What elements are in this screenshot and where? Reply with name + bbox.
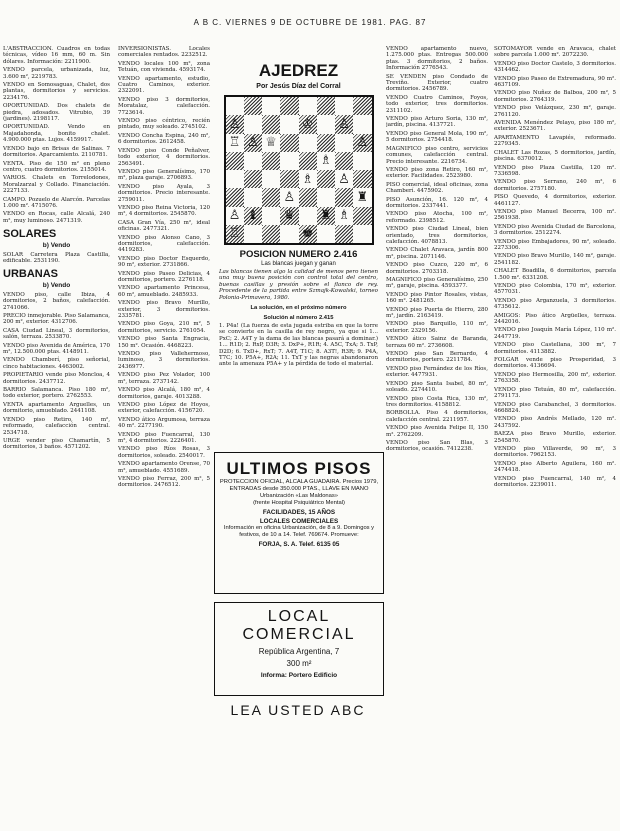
classified-ad: PROPIETARIO vende piso Moncloa, 4 dormitorios. 2437712. <box>3 372 110 385</box>
chess-square <box>317 134 335 152</box>
classified-ad: PISO Quevedo, 4 dormitorios, exterior. 4461127. <box>494 194 616 207</box>
classified-ad: URGE vender piso Chamartín, 5 dormitorios, 3 baños. 4571202. <box>3 437 110 451</box>
chess-square <box>280 134 298 152</box>
chess-square <box>280 225 298 243</box>
chess-square: ♙ <box>335 115 353 133</box>
classified-ad: BARRIO Salamanca. Piso 180 m², todo exterior, portero. 2762553. <box>3 387 110 400</box>
chess-position-caption: Las blancas juegan y ganan <box>261 261 336 267</box>
chess-square <box>335 225 353 243</box>
classified-ad: VENDO ático Sainz de Baranda, terraza 60 m². 2736608. <box>386 336 488 349</box>
chess-square <box>317 97 335 115</box>
chess-intro-text: Las blancas tienen algo la calidad de menos pero tienen una muy buena posición con control total del centro, buenas casillas y presión sobre el flanco de rey. Procedente de la partida entre Szmajk-Kowalski, torneo Polonia-Primavera, 1980. <box>219 269 378 301</box>
classified-ad: AMIGOS: Piso ático Argüelles, terraza. 2442016. <box>494 312 616 326</box>
classified-ad: VENDO piso Puerta de Hierro, 280 m², jardín. 2163419. <box>386 306 488 320</box>
chess-square <box>353 97 371 115</box>
classified-ad: VENDO piso, calle Ibiza, 4 dormitorios, 2 baños, calefacción. 2741066. <box>3 291 110 311</box>
classified-ad: VENDO parcela, urbanizada, luz, 3.600 m², 2219783. <box>3 67 110 80</box>
classified-ad: BAEZA piso Bravo Murillo, exterior. 2545870. <box>494 431 616 444</box>
classified-ad: VENDO piso Fuencarral, 130 m², 4 dormitorios. 2226401. <box>118 431 210 444</box>
chess-title: AJEDREZ <box>258 61 339 80</box>
classified-ad: VENDO bajo en Brisas de Salinas. 7 dormitorios. Aparcamiento. 2110781. <box>3 145 110 159</box>
subsection-vendo: b) Vendo <box>42 242 71 250</box>
chess-square: ♖ <box>226 134 244 152</box>
chess-square <box>353 170 371 188</box>
classified-ad: VENDO piso Joaquín María López, 110 m². 2447719. <box>494 327 616 340</box>
classified-ad: AVENIDA Menéndez Pelayo, piso 180 m², exterior. 2523671. <box>494 120 616 133</box>
chess-square: ♗ <box>299 170 317 188</box>
classified-ad: CHALET Las Rozas, 5 dormitorios, jardín, piscina. 6370012. <box>494 149 616 163</box>
classified-ad: VARIOS. Chalets en Torrelodones, Moralzarzal y Collado. Financiación. 2227133. <box>3 175 110 195</box>
chess-square <box>262 188 280 206</box>
classified-ad: VENDO piso Ferraz, 200 m², 5 dormitorios. 2476512. <box>118 475 210 489</box>
chess-square <box>317 170 335 188</box>
classified-ad: VENDO piso Cuzco, 220 m², 6 dormitorios. 2703318. <box>386 262 488 275</box>
classified-ad: VENDO piso Avenida Ciudad de Barcelona, 3 dormitorios. 2512274. <box>494 223 616 237</box>
ad-info: Información en oficina Urbanización, de 8 a 9. Domingos y festivos, de 10 a 14. Telef. 769674. Promueve: <box>223 525 375 538</box>
chess-position-number: POSICION NUMERO 2.416 <box>239 249 358 260</box>
classified-ad: VENTA. Piso de 150 m² en pleno centro, cuatro dormitorios. 2155014. <box>3 160 110 173</box>
classified-ad: VENDO piso Atocha, 100 m², reformado. 2398512. <box>386 211 488 224</box>
classified-ad: VENDO piso Doctor Esquerdo, 90 m², exterior. 2731866. <box>118 255 210 269</box>
classified-ad: VENDO piso López de Hoyos, exterior, calefacción. 4156720. <box>118 401 210 415</box>
classified-ad: VENDO piso Carabanchel, 3 dormitorios. 4668824. <box>494 401 616 414</box>
page-header: A B C. VIERNES 9 DE OCTUBRE DE 1981. PAG. 87 <box>193 18 427 27</box>
classifieds-column-2 <box>118 46 210 826</box>
classified-ad: VENDO ático Argumosa, terraza 40 m². 2277190. <box>118 416 210 430</box>
classified-ad: VENDO piso Bravo Murillo, 140 m², garaje. 2541182. <box>494 253 616 266</box>
classified-ad: INVERSIONISTAS. Locales comerciales rentados. 2232512. <box>118 46 210 59</box>
classified-ad: VENDO piso Ríos Rosas, 3 dormitorios, soleado. 2540017. <box>118 446 210 459</box>
chess-author: Por Jesús Díaz del Corral <box>256 83 341 90</box>
classified-ad: VENDO piso Serrano, 240 m², 6 dormitorios. 2757180. <box>494 179 616 192</box>
chess-square <box>280 152 298 170</box>
classified-ad: VENDO piso zona Retiro, 160 m², exterior. Facilidades. 2523980. <box>386 166 488 180</box>
classified-ad: VENDO piso Nuñez de Balboa, 200 m², 5 dormitorios. 2764319. <box>494 90 616 103</box>
classified-ad: VENDO en Somosaguas, Chalet, dos plantas, dormitorios y servicios. 2234176. <box>3 82 110 101</box>
chess-square <box>244 97 262 115</box>
classified-ad: VENDO piso Conde Peñalver, todo exterior, 4 dormitorios. 2563491. <box>118 147 210 167</box>
ultimos-pisos-ad <box>214 452 384 594</box>
classified-ad: VENDO piso San Bernardo, 4 dormitorios, portero. 2211784. <box>386 351 488 364</box>
classified-ad: VENDO piso Embajadores, 90 m², soleado. 2273306. <box>494 238 616 251</box>
chess-square <box>317 225 335 243</box>
classified-ad: VENDO piso Generalísimo, 170 m², plaza garaje. 2706893. <box>118 168 210 182</box>
classified-ad: VENDO piso Retiro, 140 m², reformado, calefacción central. 2534718. <box>3 416 110 436</box>
classified-ad: VENDO Cuatro Caminos, Foyos, todo exterior, tres dormitorios. 2311102. <box>386 94 488 114</box>
classified-ad: OPORTUNIDAD. Vendo en Majadahonda, bonito chalet. 4.900.000 ptas. Lujos. 4159917. <box>3 124 110 144</box>
classified-ad: VENDO piso Fuencarral, 140 m², 4 dormitorios. 2239011. <box>494 475 616 488</box>
section-heading-urbanas: URBANAS <box>3 268 58 281</box>
classified-ad: VENDO piso Doctor Castelo, 3 dormitorios. 4314462. <box>494 60 616 74</box>
chess-square <box>299 97 317 115</box>
chess-square <box>262 115 280 133</box>
classified-ad: VENTA apartamento Arguelles, un dormitorio, amueblado. 2441108. <box>3 401 110 415</box>
chess-square <box>226 152 244 170</box>
classified-ad: VENDO piso Bravo Murillo, exterior, 3 dormitorios. 2335781. <box>118 300 210 320</box>
classified-ad: VENDO piso Andrés Mellado, 120 m². 2437592. <box>494 416 616 429</box>
ad-promoter: FORJA, S. A. Telef. 6135 05 <box>258 541 340 548</box>
classified-ad: CHALET Boadilla, 6 dormitorios, parcela 1.500 m². 6331208. <box>494 268 616 281</box>
classified-ad: VENDO apartamento Orense, 70 m², amueblado. 4551689. <box>118 461 210 474</box>
classified-ad: VENDO piso Plaza Castilla, 120 m². 7336598. <box>494 164 616 177</box>
chess-square <box>353 152 371 170</box>
chess-square: ♚ <box>299 225 317 243</box>
chess-square: ♙ <box>353 134 371 152</box>
classified-ad: VENDO piso céntrico, recién pintado, muy soleado. 2745102. <box>118 118 210 131</box>
chess-square: ♙ <box>280 188 298 206</box>
classified-ad: OPORTUNIDAD. Dos chalets de piedra, adosados. Vitrubio, 39 (jardines). 2198117. <box>3 103 110 123</box>
classified-ad: VENDO piso Goya, 210 m², 5 dormitorios, servicio. 2761054. <box>118 321 210 334</box>
classified-ad: VENDO piso Avenida Felipe II, 150 m². 2762209. <box>386 425 488 438</box>
classifieds-column-4 <box>386 46 488 826</box>
chess-square <box>280 97 298 115</box>
classified-ad: SOTOMAYOR vende en Aravaca, chalet sobre parcela 1.000 m². 2072230. <box>494 46 616 59</box>
chess-square <box>262 225 280 243</box>
classified-ad: PISO comercial, ideal oficinas, zona Chamberí. 4475902. <box>386 181 488 195</box>
chess-square <box>280 115 298 133</box>
classified-ad: VENDO piso Pez Volador, 100 m², terraza. 2737142. <box>118 372 210 385</box>
classified-ad: VENDO piso Alcalá, 180 m², 4 dormitorios, garaje. 4013288. <box>118 387 210 400</box>
classified-ad: VENDO piso Manuel Becerra, 100 m². 2561938. <box>494 208 616 222</box>
classified-ad: VENDO piso Tetuán, 80 m², calefacción. 2791173. <box>494 386 616 400</box>
chess-solution-text: 1. P4a! (La fuerza de esta jugada estriba en que la torre se convierte en la casilla de rey negro, ya que si 1... PxC; 2. A4T y la dama de las blancas pasará a dominar.) 1... R1D; 2. RxP, D3R; 3. DxP+, R1R; 4. A5C, TxA; 5. TxP, D2D; 6. TxD+, RxT; 7. A4T, T1C; 8. A3T!, R3R; 9. P4A, T7C; 10. P5A+, R2A; 11. TxT y las negras abandonaron ante la amenaza P5A+ y la pérdida de todo el material. <box>219 323 378 368</box>
classified-ad: VENDO piso Avenida de América, 170 m², 12.500.000 ptas. 4148911. <box>3 342 110 356</box>
classified-ad: PRECIO inmejorable. Piso Salamanca, 200 m², exterior. 4312706. <box>3 313 110 326</box>
chess-square <box>244 115 262 133</box>
chess-square: ♜ <box>317 207 335 225</box>
chess-square: ♔ <box>299 115 317 133</box>
chess-square <box>299 134 317 152</box>
classified-ad: VENDO apartamento Princesa, 60 m², amueblado. 2485933. <box>118 285 210 298</box>
chess-square: ♙ <box>244 134 262 152</box>
chess-board <box>224 95 374 245</box>
classified-ad: VENDO piso Arganzuela, 3 dormitorios. 4735612. <box>494 297 616 311</box>
ad-line: (frente Hospital Psiquiátrico Mental) <box>253 500 345 506</box>
classified-ad: MAGNIFICO piso centro, servicios comunes, calefacción central. Precio interesante. 2216734. <box>386 145 488 165</box>
chess-square <box>335 97 353 115</box>
classified-ad: BORBOLLA. Piso 4 dormitorios, calefacción central. 2211957. <box>386 410 488 423</box>
ad-size: 300 m² <box>286 659 312 668</box>
chess-square <box>262 170 280 188</box>
chess-next-issue-note: La solución, en el próximo número <box>250 305 347 312</box>
classifieds-column-1 <box>3 46 110 826</box>
chess-square <box>226 188 244 206</box>
chess-square: ♖ <box>226 225 244 243</box>
classified-ad: APARTAMENTO Lavapiés, reformado. 2279345. <box>494 134 616 148</box>
chess-square: ♛ <box>280 207 298 225</box>
ad-subheading: LOCALES COMERCIALES <box>259 518 339 525</box>
classified-ad: VENDO piso Alberto Aguilera, 160 m². 2474418. <box>494 460 616 474</box>
chess-square: ♙ <box>226 207 244 225</box>
chess-square <box>226 97 244 115</box>
chess-square <box>353 115 371 133</box>
classified-ad: VENDO piso Ciudad Lineal, bien orientado, tres dormitorios, calefacción. 4078813. <box>386 226 488 245</box>
chess-square <box>244 225 262 243</box>
classified-ad: VENDO piso Fernández de los Ríos, exterior. 4477931. <box>386 365 488 379</box>
ad-line: PROTECCION OFICIAL, ALCALA GUADAIRA. Precios 1979, ENTRADAS desde 350.000 PTAS., LLAVE EN MANO <box>219 479 379 492</box>
chess-square <box>244 152 262 170</box>
chess-square: ♝ <box>244 207 262 225</box>
classified-ad: PISO Asunción, 16. 120 m², 4 dormitorios. 2337441. <box>386 196 488 209</box>
chess-square <box>299 152 317 170</box>
classified-ad: VENDO piso San Blas, 3 dormitorios, ocasión. 7412238. <box>386 439 488 453</box>
classified-ad: VENDO piso Paseo Delicias, 4 dormitorios, portero. 2276118. <box>118 270 210 283</box>
ad-address: República Argentina, 7 <box>258 647 340 656</box>
classified-ad: VENDO piso Santa Isabel, 80 m², soleado. 2274410. <box>386 380 488 394</box>
chess-square <box>317 115 335 133</box>
classified-ad: VENDO piso Velázquez, 230 m², garaje. 2761120. <box>494 105 616 118</box>
classified-ad: CASA Gran Vía, 250 m², ideal oficinas. 2477321. <box>118 219 210 233</box>
chess-square <box>335 188 353 206</box>
classified-ad: VENDO piso Ayala, 3 dormitorios. Precio interesante. 2759011. <box>118 183 210 203</box>
classified-ad: VENDO piso Alonso Cano, 3 dormitorios, calefacción. 4419283. <box>118 234 210 254</box>
classified-ad: VENDO piso Paseo de Extremadura, 90 m². 4637109. <box>494 75 616 89</box>
classified-ad: VENDO Chalet Aravaca, jardín 800 m², piscina. 2071146. <box>386 247 488 260</box>
classified-ad: VENDO piso Barquillo, 110 m², exterior. 2329156. <box>386 321 488 334</box>
chess-square <box>353 225 371 243</box>
classified-ad: VENDO piso Costa Rica, 130 m², tres dormitorios. 4158812. <box>386 395 488 408</box>
classified-ad: VENDO piso Castellana, 300 m², 7 dormitorios. 4113882. <box>494 342 616 355</box>
classified-ad: VENDO piso Santa Engracia, 150 m². Ocasión. 4468223. <box>118 336 210 349</box>
chess-square <box>244 188 262 206</box>
chess-square <box>226 170 244 188</box>
chess-square <box>244 170 262 188</box>
classified-ad: VENDO piso 3 dormitorios, Moratalaz, calefacción. 7723614. <box>118 96 210 116</box>
ad-info: Informa: Portero Edificio <box>260 672 338 679</box>
classified-ad: VENDO piso Arturo Soria, 130 m², jardín, piscina. 4137721. <box>386 116 488 129</box>
chess-square: ♗ <box>335 207 353 225</box>
chess-solution-title: Solución al número 2.415 <box>263 315 334 322</box>
chess-square: ♙ <box>335 170 353 188</box>
chess-square <box>262 97 280 115</box>
chess-square <box>317 188 335 206</box>
classified-ad: VENDO Chamberí, piso señorial, cinco habitaciones. 4463002. <box>3 357 110 370</box>
lea-usted-abc-banner: LEA USTED ABC <box>230 702 366 718</box>
chess-square: ♗ <box>317 152 335 170</box>
classified-ad: VENDO piso Vallehermoso, luminoso, 3 dormitorios. 2436977. <box>118 351 210 370</box>
chess-square <box>299 207 317 225</box>
classified-ad: L'ABSTRACCION. Cuadros en todas técnicas, vídeo 16 mm, 60 m. Sin dólares. Información: 2211900. <box>3 46 110 65</box>
classified-ad: VENDO piso Villaverde, 90 m², 3 dormitorios. 7962153. <box>494 445 616 459</box>
chess-square <box>335 134 353 152</box>
classifieds-column-5 <box>494 46 616 826</box>
classified-ad: VENDO piso General Mola, 190 m², 5 dormitorios. 2754418. <box>386 130 488 144</box>
chess-square <box>280 170 298 188</box>
classified-ad: FOLGAR vende piso Prosperidad, 3 dormitorios. 4136694. <box>494 357 616 370</box>
chess-square <box>353 207 371 225</box>
classified-ad: VENDO piso Reina Victoria, 120 m², 4 dormitorios. 2545870. <box>118 204 210 218</box>
ad-line: Urbanización «Las Maldonas» <box>260 493 338 499</box>
classified-ad: VENDO piso Hermosilla, 200 m², exterior. 2763358. <box>494 371 616 385</box>
local-comercial-ad <box>214 602 384 696</box>
classified-ad: VENDO en Rocas, calle Alcalá, 240 m², muy luminoso. 2471319. <box>3 211 110 224</box>
chess-square: ♕ <box>262 134 280 152</box>
chess-square: ♜ <box>353 188 371 206</box>
classified-ad: VENDO piso Colombia, 170 m², exterior. 4577031. <box>494 283 616 296</box>
ad-title: ULTIMOS PISOS <box>226 459 372 478</box>
chess-square <box>262 152 280 170</box>
classified-ad: CAMPO. Pozuelo de Alarcón. Parcelas 1.000 m². 4715076. <box>3 196 110 209</box>
classified-ad: VENDO apartamento nuevo, 1.275.000 ptas. Entregas 500.000 ptas. 3 dormitorios, 2 baños. Información 2776543. <box>386 46 488 72</box>
chess-square <box>335 152 353 170</box>
classified-ad: CASA Ciudad Lineal, 3 dormitorios, salón, terraza. 2533870. <box>3 327 110 341</box>
classified-ad: SOLAR Carretera Plaza Castilla, edificable. 2531190. <box>3 251 110 264</box>
classified-ad: MAGNIFICO piso Generalísimo, 250 m², garaje, piscina. 4593377. <box>386 277 488 290</box>
classified-ad: VENDO apartamento, estudio, Cuatro Caminos, exterior. 2322091. <box>118 75 210 95</box>
chess-column <box>216 57 381 441</box>
classified-ad: VENDO locales 100 m², zona Tetuán, con vivienda. 4593174. <box>118 60 210 74</box>
chess-square: ♙ <box>226 115 244 133</box>
chess-square <box>299 188 317 206</box>
ad-title: LOCAL COMERCIAL <box>242 608 356 643</box>
chess-square <box>262 207 280 225</box>
classified-ad: VENDO Concha Espina, 240 m², 6 dormitorios. 2612458. <box>118 132 210 146</box>
classified-ad: SE VENDEN piso Condado de Treviño. Exterior, cuatro dormitorios. 2456789. <box>386 73 488 93</box>
classified-ad: VENDO piso Pintor Rosales, vistas, 160 m². 2481265. <box>386 291 488 305</box>
subsection-vendo: b) Vendo <box>42 282 71 290</box>
section-heading-solares: SOLARES <box>3 228 57 241</box>
ad-emphasis: FACILIDADES, 15 AÑOS <box>262 509 336 516</box>
